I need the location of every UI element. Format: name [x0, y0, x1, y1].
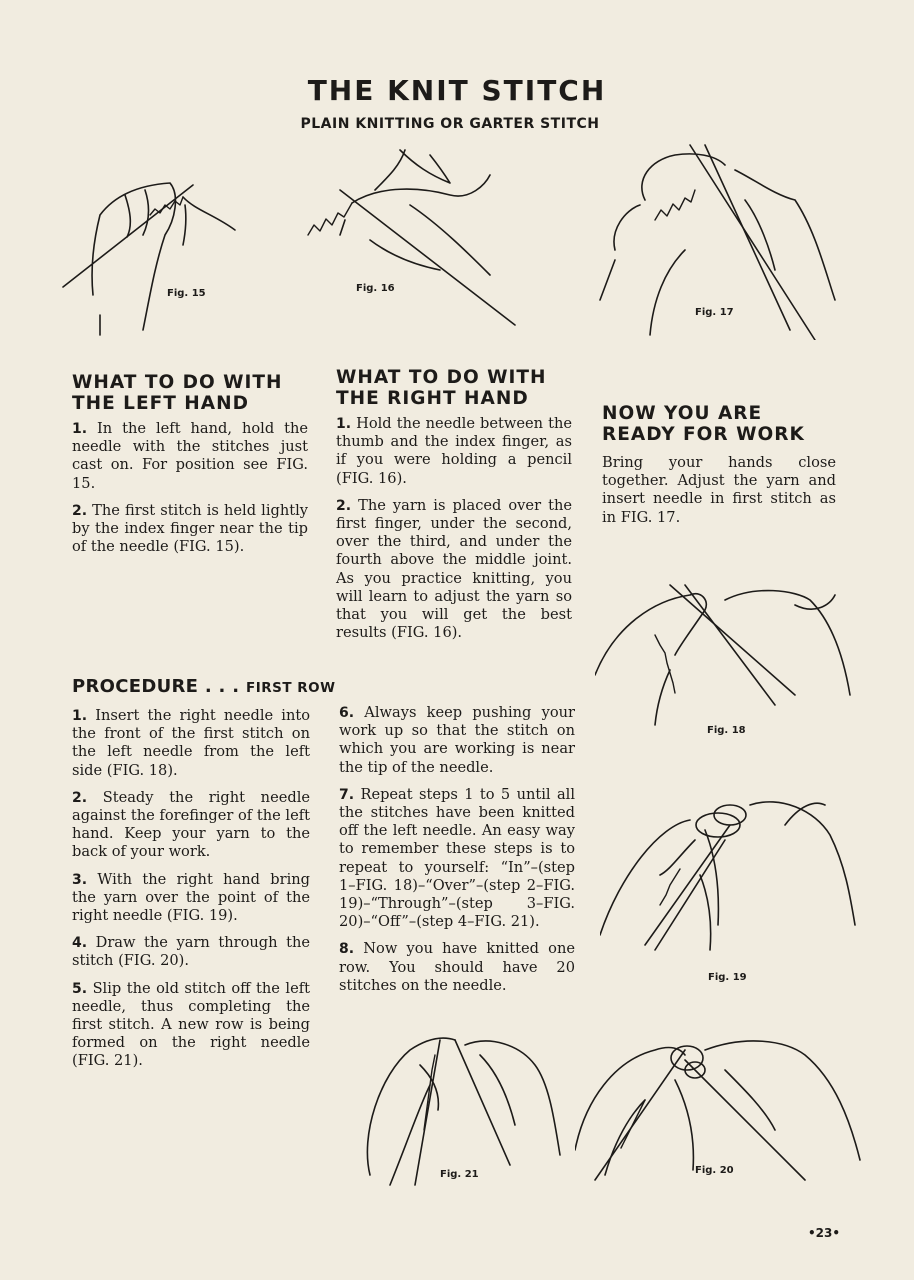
figure-15-caption: Fig. 15 — [167, 288, 206, 299]
ready-body: Bring your hands close together. Adjust the yarn and insert needle in first stitch as in — [602, 454, 836, 526]
left-hand-heading-line-2: THE LEFT HAND — [72, 393, 249, 414]
procedure-heading — [72, 676, 336, 697]
procedure-step — [72, 980, 310, 1071]
step-number: 2. — [72, 502, 88, 519]
step-number: 2. — [336, 497, 352, 514]
ready-heading — [602, 403, 805, 445]
step-text: In the left hand, hold the needle with the stitches just cast on. For position see — [72, 420, 309, 474]
procedure-subtitle: FIRST ROW — [245, 680, 336, 696]
right-hand-steps — [336, 415, 572, 651]
page-number: •23• — [808, 1226, 841, 1240]
right-hand-heading-line-2: THE RIGHT HAND — [336, 388, 529, 409]
right-hand-heading-line-1: WHAT TO DO WITH — [336, 367, 547, 388]
figure-19-caption: Fig. 19 — [708, 972, 747, 983]
procedure-steps-right — [339, 704, 575, 1004]
step-text: Always keep pushing your work up so that the stitch on which you are working is near the tip of the needle. — [339, 704, 576, 776]
step-number: 3. — [72, 871, 88, 888]
right-hand-step — [336, 415, 572, 488]
figure-reference: FIG. 15). — [179, 538, 245, 556]
procedure-steps-left — [72, 707, 310, 1080]
step-number: 4. — [72, 935, 88, 952]
figure-18-caption: Fig. 18 — [707, 725, 746, 736]
left-hand-steps — [72, 420, 308, 565]
procedure-title: PROCEDURE . . . — [72, 676, 240, 697]
figure-reference: FIG. 18). — [112, 761, 178, 779]
figure-reference: FIG. 21). — [77, 1052, 143, 1070]
procedure-step — [72, 934, 310, 970]
figure-19-illustration — [600, 785, 860, 985]
figure-16-caption: Fig. 16 — [356, 283, 395, 294]
procedure-step — [72, 707, 310, 780]
figure-20-caption: Fig. 20 — [695, 1165, 734, 1176]
step-number: 1. — [72, 421, 88, 437]
figure-reference: FIG. 20). — [123, 952, 190, 970]
figure-21-illustration — [360, 1025, 565, 1190]
step-number: 1. — [72, 708, 88, 724]
procedure-step — [339, 786, 575, 932]
figure-reference: FIG. 16). — [396, 624, 463, 642]
step-number: 7. — [339, 786, 355, 803]
right-hand-heading — [336, 367, 547, 409]
figure-reference: FIG. 16). — [341, 469, 407, 487]
figure-16-illustration — [300, 145, 530, 335]
step-text: Now you have knitted one row. You should have 20 stitches on the needle. — [339, 940, 576, 994]
figure-17-caption: Fig. 17 — [695, 307, 734, 318]
left-hand-step — [72, 420, 308, 493]
left-hand-heading-line-1: WHAT TO DO WITH — [72, 372, 283, 393]
page-title: THE KNIT STITCH — [307, 74, 607, 107]
figure-reference: FIG. 19). — [172, 907, 238, 925]
left-hand-heading — [72, 372, 283, 414]
procedure-step — [72, 871, 310, 926]
step-text: Draw the yarn through the stitch ( — [72, 934, 310, 970]
step-number: 6. — [339, 705, 355, 721]
step-text: Slip the old stitch off the left needle, thus completing the first stitch. A new row is being formed on the right needle ( — [72, 979, 310, 1070]
step-text: Repeat steps 1 to 5 until all the stitches have been knitted off the left needle. An easy way to remember these steps is to repeat to yourself: “In”–(step 1–FIG. 18)–“Over”–(step 2–FIG. 19)–“Through”–(step 3–FIG. 20)–“Off”–(step 4–FIG. 21). — [339, 785, 576, 931]
step-text: The first stitch is held lightly by the index finger near the tip of the needle ( — [72, 501, 309, 556]
right-hand-step — [336, 497, 572, 643]
step-number: 2. — [72, 789, 88, 806]
procedure-step — [339, 940, 575, 995]
figure-reference: FIG. 15. — [72, 456, 308, 492]
procedure-step — [339, 704, 575, 777]
step-text: Steady the right needle against the forefinger of the left hand. Keep your yarn to the back of your work. — [72, 788, 310, 861]
ready-heading-line-1: NOW YOU ARE — [602, 403, 763, 424]
step-number: 5. — [72, 980, 88, 997]
ready-text — [602, 454, 836, 536]
figure-17-illustration — [595, 140, 840, 340]
step-text: Insert the right needle into the front of the first stitch on the left needle from the left side ( — [72, 707, 310, 779]
step-text: With the right hand bring the yarn over the point of the right needle ( — [72, 870, 310, 925]
figure-18-illustration — [595, 575, 855, 745]
left-hand-step — [72, 502, 308, 557]
step-number: 1. — [336, 416, 352, 432]
figure-21-caption: Fig. 21 — [440, 1169, 479, 1180]
ready-heading-line-2: READY FOR WORK — [602, 424, 805, 445]
figure-15-illustration — [55, 175, 255, 345]
step-number: 8. — [339, 941, 355, 958]
procedure-step — [72, 789, 310, 862]
figure-reference: FIG. 17. — [620, 508, 681, 526]
step-text: Hold the needle between the thumb and the index finger, as if you were holding a pencil ( — [336, 415, 572, 487]
step-text: The yarn is placed over the first finger, under the second, over the third, and under the fourth above the middle joint. As you practice knitting, you will learn to adjust the yarn so that you will get the best results ( — [336, 496, 572, 642]
page-subtitle: PLAIN KNITTING OR GARTER STITCH — [300, 116, 600, 132]
figure-20-illustration — [575, 1030, 865, 1190]
